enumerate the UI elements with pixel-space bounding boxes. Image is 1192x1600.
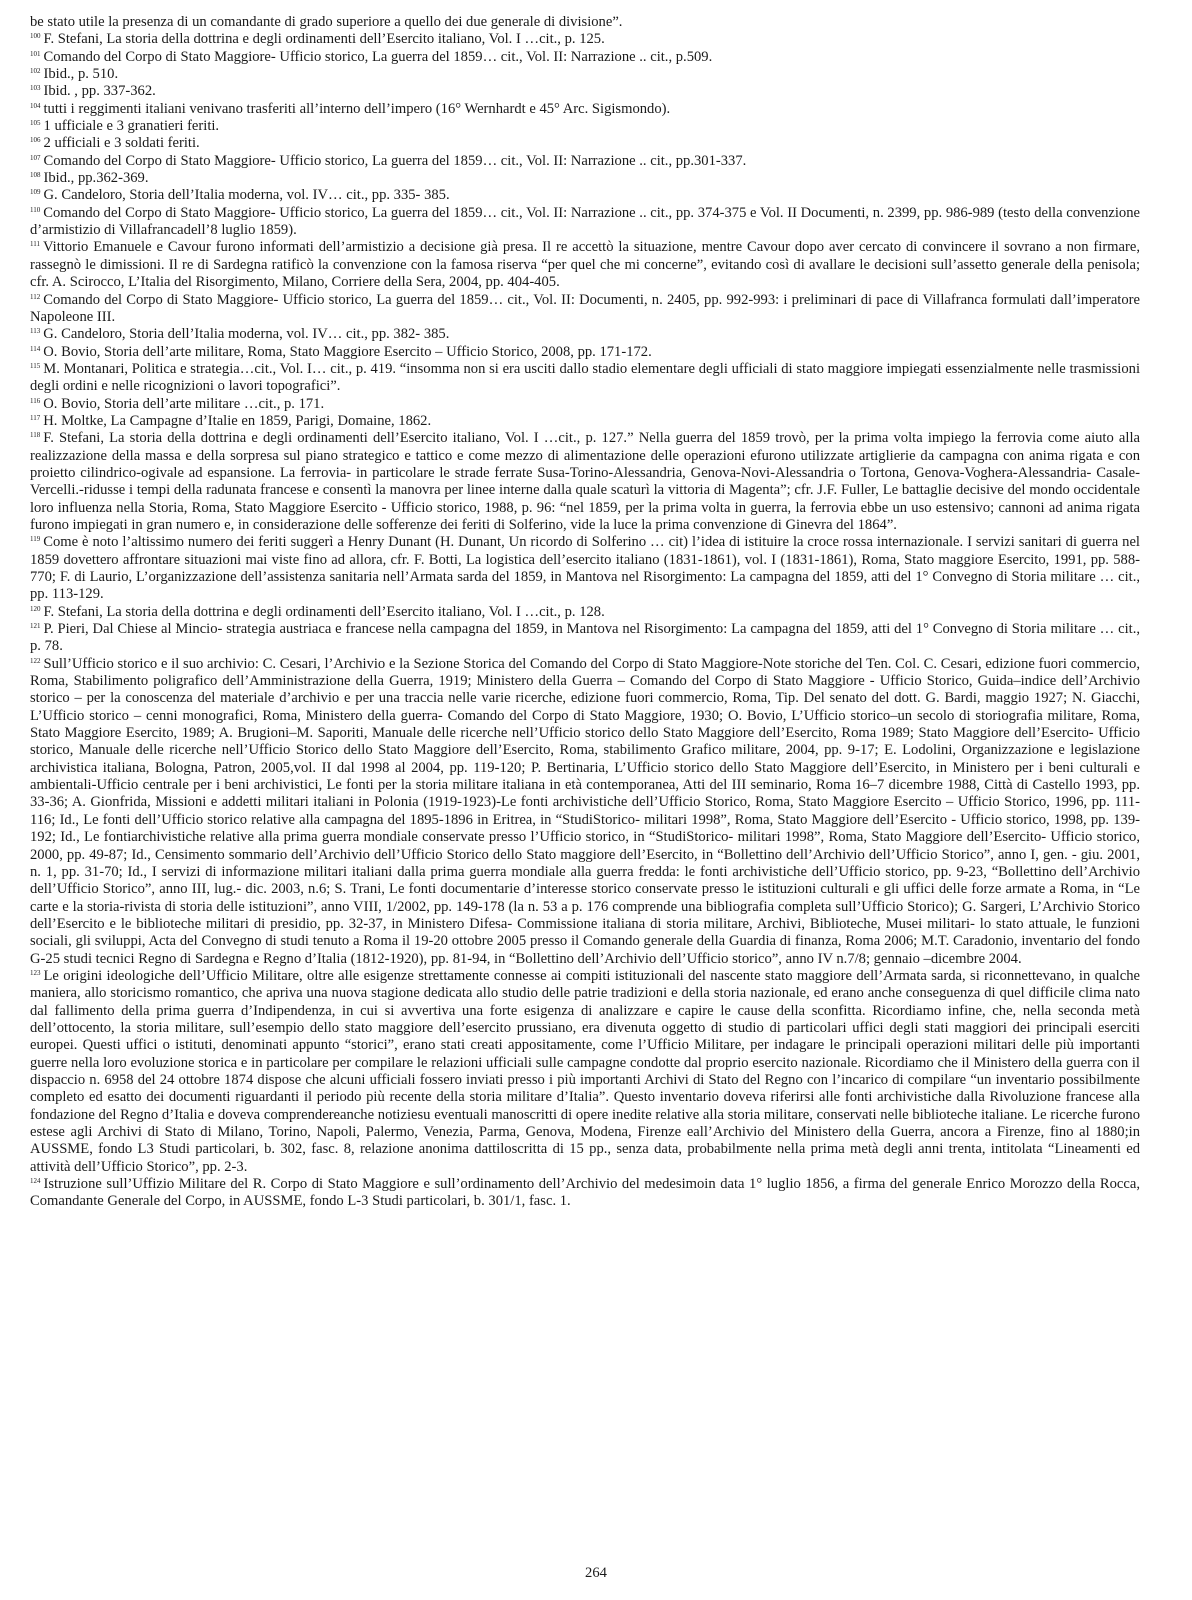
footnote-text: 1 ufficiale e 3 granatieri feriti.	[43, 118, 220, 135]
footnotes-block	[30, 14, 1140, 1211]
footnote-number: 119	[30, 535, 41, 544]
footnote-number: 124	[30, 1177, 41, 1186]
footnote-text: Ibid., p. 510.	[43, 66, 119, 83]
footnote-108	[30, 170, 1140, 187]
footnote-110	[30, 205, 1140, 240]
footnote-text: Comando del Corpo di Stato Maggiore- Ufficio storico, La guerra del 1859… cit., Vol. II: Documenti, n. 2405, pp. 992-993: i preliminari di pace di Villafranca formulati dall’imperatore Napoleone III.	[30, 291, 1140, 325]
footnote-103	[30, 83, 1140, 100]
footnote-number: 115	[30, 361, 41, 370]
footnote-114	[30, 344, 1140, 361]
footnote-123	[30, 968, 1140, 1176]
footnote-number: 106	[30, 136, 41, 145]
footnote-text: 2 ufficiali e 3 soldati feriti.	[43, 135, 200, 152]
footnote-number: 113	[30, 327, 41, 336]
footnote-number: 111	[30, 240, 40, 249]
footnote-text: Comando del Corpo di Stato Maggiore- Ufficio storico, La guerra del 1859… cit., Vol. II: Narrazione .. cit., pp.301-337.	[43, 152, 747, 169]
footnote-text: Vittorio Emanuele e Cavour furono informati dell’armistizio a decisione già presa. Il re accettò la situazione, mentre Cavour dopo aver cercato di convincere il sovrano a non firmare, rassegnò le dimissioni. Il re di Sardegna ratificò la convenzione con la famosa riserva “per quel che mi concerne”, evitando così di avallare le decisioni sull’assetto generale della penisola; cfr. A. Scirocco, L’Italia del Risorgimento, Milano, Corriere della Sera, 2004, pp. 404-405.	[30, 239, 1140, 291]
footnote-107	[30, 153, 1140, 170]
footnote-102	[30, 66, 1140, 83]
footnote-text: P. Pieri, Dal Chiese al Mincio- strategia austriaca e francese nella campagna del 1859, in Mantova nel Risorgimento: La campagna del 1859, atti del 1° Convegno di Storia militare … cit., p. 78.	[30, 621, 1140, 655]
footnote-116	[30, 396, 1140, 413]
footnote-112	[30, 292, 1140, 327]
footnote-119	[30, 534, 1140, 603]
footnote-text: Sull’Ufficio storico e il suo archivio: C. Cesari, l’Archivio e la Sezione Storica del Comando del Corpo di Stato Maggiore-Note storiche del Ten. Col. C. Cesari, edizione fuori commercio, Roma, Stabilimento poligrafico dell’Amministrazione della Guerra, 1919; Ministero della Guerra – Comando del Corpo di Stato Maggiore - Ufficio Storico, Guida–indice dell’Archivio storico – per la conoscenza del materiale d’archivio e per una traccia nelle varie ricerche, edizione fuori commercio, Roma, Tip. Del senato del dott. G. Bardi, maggio 1927; N. Giacchi, L’Ufficio storico – cenni monografici, Roma, Ministero della guerra- Comando del Corpo di Stato Maggiore, 1930; O. Bovio, L’Ufficio storico–un secolo di storiografia militare, Roma, Stato Maggiore Esercito, 1989; A. Brugioni–M. Saporiti, Manuale delle ricerche nell’Ufficio storico dello Stato Maggiore dell’Esercito, Roma 1989; Stato Maggiore dell’Esercito- Ufficio storico, Manuale delle ricerche nell’Ufficio Storico dello Stato Maggiore dell’Esercito, Roma, stabilimento Grafico militare, 2004, pp. 9-17; E. Lodolini, Organizzazione e legislazione archivistica italiana, Bologna, Patron, 2005,vol. II dal 1998 al 2004, pp. 119-120; P. Bertinaria, L’Ufficio storico dello Stato Maggiore dell’Esercito, in Ministero per i beni culturali e ambientali-Ufficio centrale per i beni archivistici, Le fonti per la storia militare italiana in età contemporanea, Atti del III seminario, Roma 16–7 dicembre 1988, Città di Castello 1993, pp. 33-36; A. Gionfrida, Missioni e addetti militari italiani in Polonia (1919-1923)-Le fonti archivistiche dell’Ufficio Storico, Roma, Stato Maggiore Esercito – Ufficio Storico, 1996, pp. 111-116; Id., Le fonti dell’Ufficio storico relative alla campagna del 1895-1896 in Eritrea, in “StudiStorico- militari 1998”, Roma, Stato Maggiore dell’Esercito - Ufficio storico, 1998, pp. 139-192; Id., Le fontiarchivistiche relative alla prima guerra mondiale conservate presso l’Ufficio storico, in “StudiStorico- militari 1998”, Roma, Stato Maggiore dell’Esercito- Ufficio storico, 2000, pp. 49-87; Id., Censimento sommario dell’Archivio dell’Ufficio Storico dello Stato maggiore dell’Esercito, in “Bollettino dell’Archivio dell’Ufficio Storico”, anno I, gen. - giu. 2001, n. 1, pp. 31-70; Id., I servizi di informazione militari italiani dalla prima guerra mondiale alla guerra fredda: le fonti archivistiche dell’Ufficio storico, pp. 9-23, “Bollettino dell’Archivio dell’Ufficio Storico”, anno III, lug.- dic. 2003, n.6; S. Trani, Le fonti documentarie d’interesse storico conservate presso le istituzioni culturali e gli uffici delle forze armate a Roma, in “Le carte e la storia-rivista di storia delle istituzioni”, anno VIII, 1/2002, pp. 149-178 (la n. 53 a p. 176 comprende una bibliografia completa sull’Ufficio Storico); G. Sargeri, L’Archivio Storico dell’Esercito e le biblioteche militari di presidio, pp. 32-37, in Ministero Difesa- Commissione italiana di storia militare, Archivi, Biblioteche, Musei militari- lo stato attuale, le funzioni sociali, gli sviluppi, Acta del Convegno di studi tenuto a Roma il 19-20 ottobre 2005 presso il Comando generale della Guardia di finanza, Roma 2006; M.T. Caradonio, inventario del fondo G-25 studi tecnici Regno di Sardegna e Regno d’Italia (1812-1920), pp. 81-94, in “Bollettino dell’Archivio dell’Ufficio storico”, anno IV n.7/8; gennaio –dicembre 2004.	[30, 655, 1140, 967]
footnote-number: 122	[30, 656, 41, 665]
footnote-122	[30, 656, 1140, 968]
footnote-124	[30, 1176, 1140, 1211]
footnote-text: Istruzione sull’Uffizio Militare del R. Corpo di Stato Maggiore e sull’ordinamento dell’Archivio del medesimoin data 1° luglio 1856, a firma del generale Enrico Morozzo della Rocca, Comandante Generale del Corpo, in AUSSME, fondo L-3 Studi particolari, b. 301/1, fasc. 1.	[30, 1176, 1140, 1210]
footnote-100	[30, 31, 1140, 48]
footnote-101	[30, 49, 1140, 66]
footnote-text: Come è noto l’altissimo numero dei feriti suggerì a Henry Dunant (H. Dunant, Un ricordo di Solferino … cit) l’idea di istituire la croce rossa internazionale. I servizi sanitari di guerra nel 1859 dovettero affrontare situazioni mai viste fino ad allora, cfr. F. Botti, La logistica dell’esercito italiano (1831-1861), vol. I (1831-1861), Roma, Stato maggiore Esercito, 1991, pp. 588-770; F. di Laurio, L’organizzazione dell’assistenza sanitaria nell’Armata sarda del 1859, in Mantova nel Risorgimento: La campagna del 1859, atti del 1° Convegno di Storia militare … cit., pp. 113-129.	[30, 534, 1140, 603]
footnote-number: 103	[30, 84, 41, 93]
footnote-text: be stato utile la presenza di un comandante di grado superiore a quello dei due generale di divisione”.	[30, 14, 623, 30]
footnote-number: 108	[30, 171, 41, 180]
footnote-118	[30, 430, 1140, 534]
footnote-text: F. Stefani, La storia della dottrina e degli ordinamenti dell’Esercito italiano, Vol. I …cit., p. 127.” Nella guerra del 1859 trovò, per la prima volta impiego la ferrovia come aiuto alla realizzazione della massa e della sorpresa sul piano strategico e tattico e come mezzo di alimentazione delle operazioni efurono utilizzate artiglierie da campagna con anima rigata e con proietto cilindrico-ogivale ad espansione. La ferrovia- in particolare le strade ferrate Susa-Torino-Alessandria, Genova-Novi-Alessandria o Tortona, Genova-Voghera-Alessandria- Casale-Vercelli.-ridusse i tempi della radunata francese e consentì la manovra per linee interne dalla quale scaturì la vittoria di Magenta”; cfr. J.F. Fuller, Le battaglie decisive del mondo occidentale loro influenza nella Storia, Roma, Stato Maggiore Esercito - Ufficio storico, 1988, p. 96: “nel 1859, per la prima volta in guerra, la ferrovia ebbe un uso estensivo; cannoni ad anima rigata furono impiegati in gran numero e, in considerazione delle sofferenze dei feriti di Solferino, vide la luce la prima convenzione di Ginevra del 1864”.	[30, 430, 1140, 533]
footnote-number: 116	[30, 396, 41, 405]
footnote-113	[30, 326, 1140, 343]
footnote-text: M. Montanari, Politica e strategia…cit., Vol. I… cit., p. 419. “insomma non si era usciti dallo stadio elementare degli ufficiali di stato maggiore impiegati essenzialmente nelle trasmissioni degli ordini e nelle ricognizioni o lavori topografici”.	[30, 360, 1140, 395]
page-number: 264	[585, 1565, 607, 1581]
footnote-number: 101	[30, 49, 41, 58]
footnote-text: F. Stefani, La storia della dottrina e degli ordinamenti dell’Esercito italiano, Vol. I …cit., p. 125.	[43, 31, 605, 48]
footnote-115	[30, 361, 1140, 396]
footnote-number: 120	[30, 604, 41, 613]
footnote-text: H. Moltke, La Campagne d’Italie en 1859, Parigi, Domaine, 1862.	[43, 412, 432, 429]
footnote-text: F. Stefani, La storia della dottrina e degli ordinamenti dell’Esercito italiano, Vol. I …cit., p. 128.	[43, 603, 605, 620]
footnote-number: 110	[30, 205, 41, 214]
footnote-number: 102	[30, 67, 41, 76]
footnote-number: 100	[30, 32, 41, 41]
footnote-109	[30, 187, 1140, 204]
footnote-text: Comando del Corpo di Stato Maggiore- Ufficio storico, La guerra del 1859… cit., Vol. II: Narrazione .. cit., p.509.	[43, 48, 713, 65]
footnote-text: Ibid. , pp. 337-362.	[43, 83, 156, 100]
footnote-number: 114	[30, 344, 41, 353]
footnote-text: Comando del Corpo di Stato Maggiore- Ufficio storico, La guerra del 1859… cit., Vol. II: Narrazione .. cit., pp. 374-375 e Vol. II Documenti, n. 2399, pp. 986-989 (testo della convenzione d’armistizio di Villafrancadell’8 luglio 1859).	[30, 204, 1140, 239]
footnote-number: 123	[30, 968, 41, 977]
footnote-105	[30, 118, 1140, 135]
footnote-text: tutti i reggimenti italiani venivano trasferiti all’interno dell’impero (16° Wernhardt e 45° Arc. Sigismondo).	[43, 100, 671, 117]
footnote-text: G. Candeloro, Storia dell’Italia moderna, vol. IV… cit., pp. 335- 385.	[43, 187, 450, 204]
footnote-text: G. Candeloro, Storia dell’Italia moderna, vol. IV… cit., pp. 382- 385.	[43, 326, 450, 343]
footnote-number: 104	[30, 101, 41, 110]
footnote-111	[30, 239, 1140, 291]
footnote-104	[30, 101, 1140, 118]
footnote-120	[30, 604, 1140, 621]
footnote-text: Ibid., pp.362-369.	[43, 170, 149, 187]
footnote-number: 112	[30, 292, 41, 301]
footnote-text: O. Bovio, Storia dell’arte militare …cit., p. 171.	[43, 395, 325, 412]
footnote-number: 117	[30, 413, 41, 422]
footnote-number: 105	[30, 119, 41, 128]
footnote-121	[30, 621, 1140, 656]
footnote-number: 109	[30, 188, 41, 197]
footnote-106	[30, 135, 1140, 152]
footnote-number: 107	[30, 153, 41, 162]
footnote-continuation	[30, 14, 1140, 31]
footnote-text: O. Bovio, Storia dell’arte militare, Roma, Stato Maggiore Esercito – Ufficio Storico, 2008, pp. 171-172.	[43, 343, 652, 360]
footnote-number: 121	[30, 622, 41, 631]
footnote-number: 118	[30, 431, 41, 440]
footnote-117	[30, 413, 1140, 430]
footnote-text: Le origini ideologiche dell’Ufficio Militare, oltre alle esigenze strettamente connesse ai compiti istituzionali del nascente stato maggiore dell’Armata sarda, si riconnettevano, in qualche maniera, allo storicismo romantico, che apriva una nuova stagione dedicata allo studio delle patrie tradizioni e della storia nazionale, ed erano anche conseguenza di quel difficile clima nato dal fallimento della prima guerra d’Indipendenza, in cui si avvertiva una forte esigenza di analizzare e capire le cause della sconfitta. Ricordiamo infine, che, nella seconda metà dell’ottocento, la storia militare, sull’esempio dello stato maggiore dell’esercito prussiano, era divenuta oggetto di studio di particolari uffici degli stati maggiori dei principali eserciti europei. Questi uffici o istituti, denominati appunto “storici”, erano stati creati appositamente, come l’Ufficio Militare, per indagare le principali operazioni militari delle più importanti guerre nella loro evoluzione storica e in particolare per compilare le relazioni ufficiali sulle campagne condotte dal proprio esercito nazionale. Ricordiamo che il Ministero della guerra con il dispaccio n. 6958 del 24 ottobre 1874 dispose che alcuni ufficiali fossero inviati presso i più importanti Archivi di Stato del Regno con l’incarico di compilare “un inventario possibilmente completo ed esatto dei documenti riguardanti il periodo più recente della storia militare d’Italia”. Questo inventario doveva riferirsi alle fonti archivistiche dalla Rivoluzione francese alla fondazione del Regno d’Italia e doveva comprendereanche notiziesu eventuali manoscritti di opere inedite relative alla storia militare, conservati nelle biblioteche italiane. Le ricerche furono estese agli Archivi di Stato di Milano, Torino, Napoli, Palermo, Venezia, Parma, Genova, Modena, Firenze eall’Archivio del Ministero della Guerra, ancora a Firenze, fino al 1880;in AUSSME, fondo L3 Studi particolari, b. 302, fasc. 8, relazione anonima dattiloscritta di 15 pp., senza data, probabilmente nella prima metà degli anni trenta, intitolata “Lineamenti ed attività dell’Ufficio Storico”, pp. 2-3.	[30, 967, 1140, 1175]
